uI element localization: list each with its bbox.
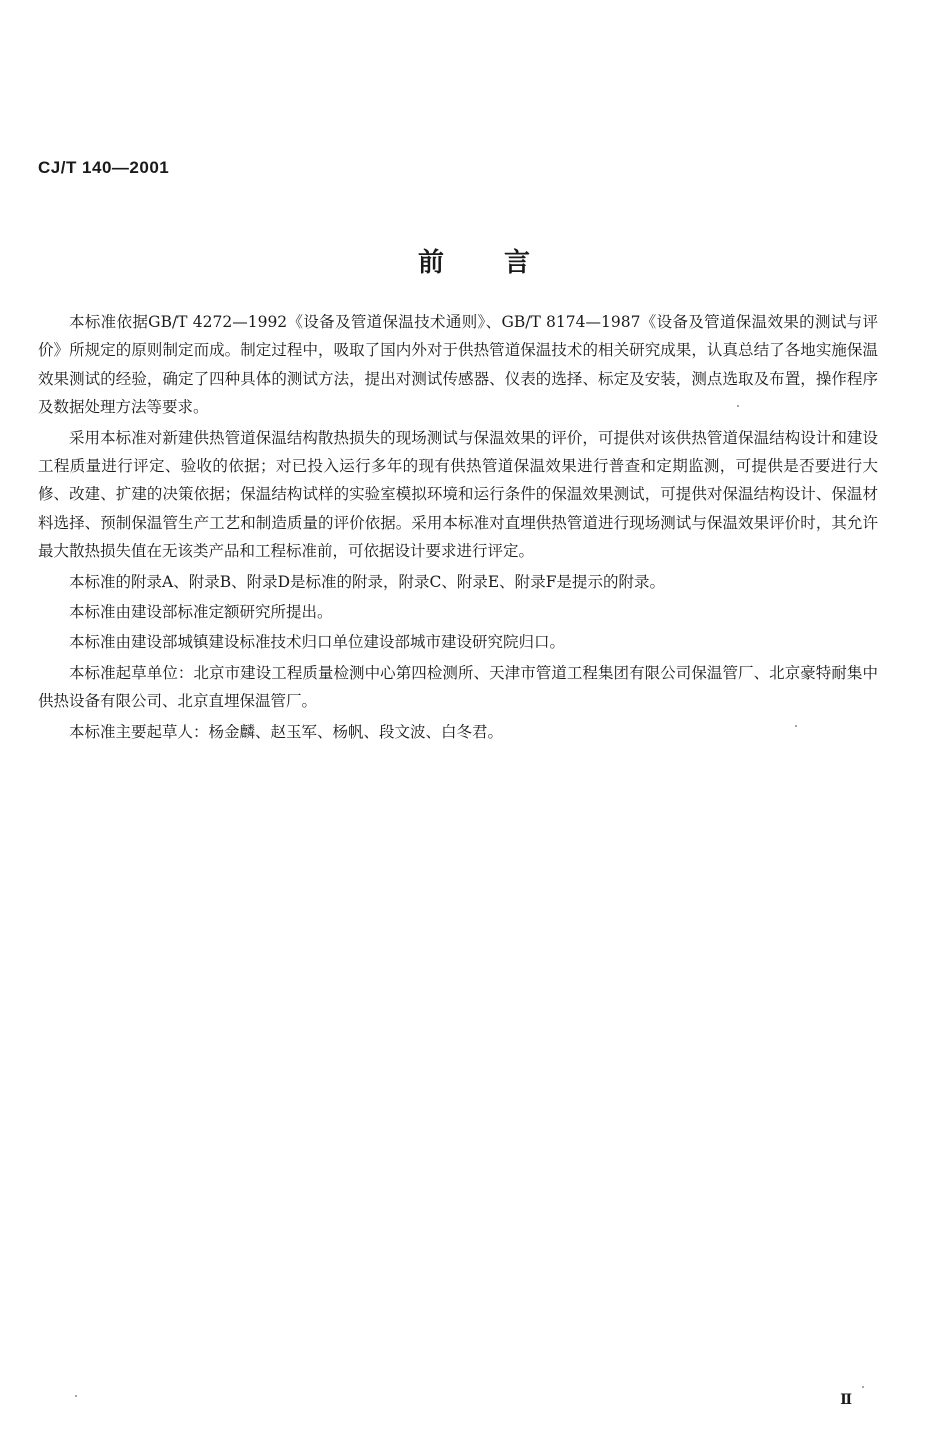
foreword-body (38, 308, 878, 748)
standard-code: CJ/T 140—2001 (38, 158, 170, 177)
page-number: Ⅱ (840, 1392, 852, 1408)
paragraph-administrator: 本标准由建设部城镇建设标准技术归口单位建设部城市建设研究院归口。 (69, 633, 566, 652)
paragraph-drafting-units: 本标准起草单位：北京市建设工程质量检测中心第四检测所、天津市管道工程集团有限公司保温管厂、北京豪特耐集中供热设备有限公司、北京直埋保温管厂。 (38, 663, 878, 711)
paragraph-basis: 本标准依据GB/T 4272—1992《设备及管道保温技术通则》、GB/T 8174—1987《设备及管道保温效果的测试与评价》所规定的原则制定而成。制定过程中，吸取了国内外对于供热管道保温技术的相关研究成果，认真总结了各地实施保温效果测试的经验，确定了四种具体的测试方法，提出对测试传感器、仪表的选择、标定及安装，测点选取及布置，操作程序及数据处理方法等要求。 (38, 313, 878, 417)
paragraph-proposer: 本标准由建设部标准定额研究所提出。 (69, 603, 333, 622)
scan-speck (75, 1395, 77, 1397)
paragraph-application: 采用本标准对新建供热管道保温结构散热损失的现场测试与保温效果的评价，可提供对该供热管道保温结构设计和建设工程质量进行评定、验收的依据；对已投入运行多年的现有供热管道保温效果进行普查和定期监测，可提供是否要进行大修、改建、扩建的决策依据；保温结构试样的实验室模拟环境和运行条件的保温效果测试，可提供对保温结构设计、保温材料选择、预制保温管生产工艺和制造质量的评价依据。采用本标准对直埋供热管道进行现场测试与保温效果评价时，其允许最大散热损失值在无该类产品和工程标准前，可依据设计要求进行评定。 (38, 428, 878, 561)
scan-speck (862, 1386, 864, 1388)
page-title (0, 242, 950, 279)
title-char-2: 言 (504, 248, 533, 278)
paragraph-appendices: 本标准的附录A、附录B、附录D是标准的附录，附录C、附录E、附录F是提示的附录。 (69, 572, 665, 591)
scan-speck (737, 405, 739, 407)
paragraph-drafters: 本标准主要起草人：杨金麟、赵玉军、杨帆、段文波、白冬君。 (69, 722, 504, 741)
title-char-1: 前 (417, 248, 446, 278)
scan-speck (795, 725, 797, 727)
